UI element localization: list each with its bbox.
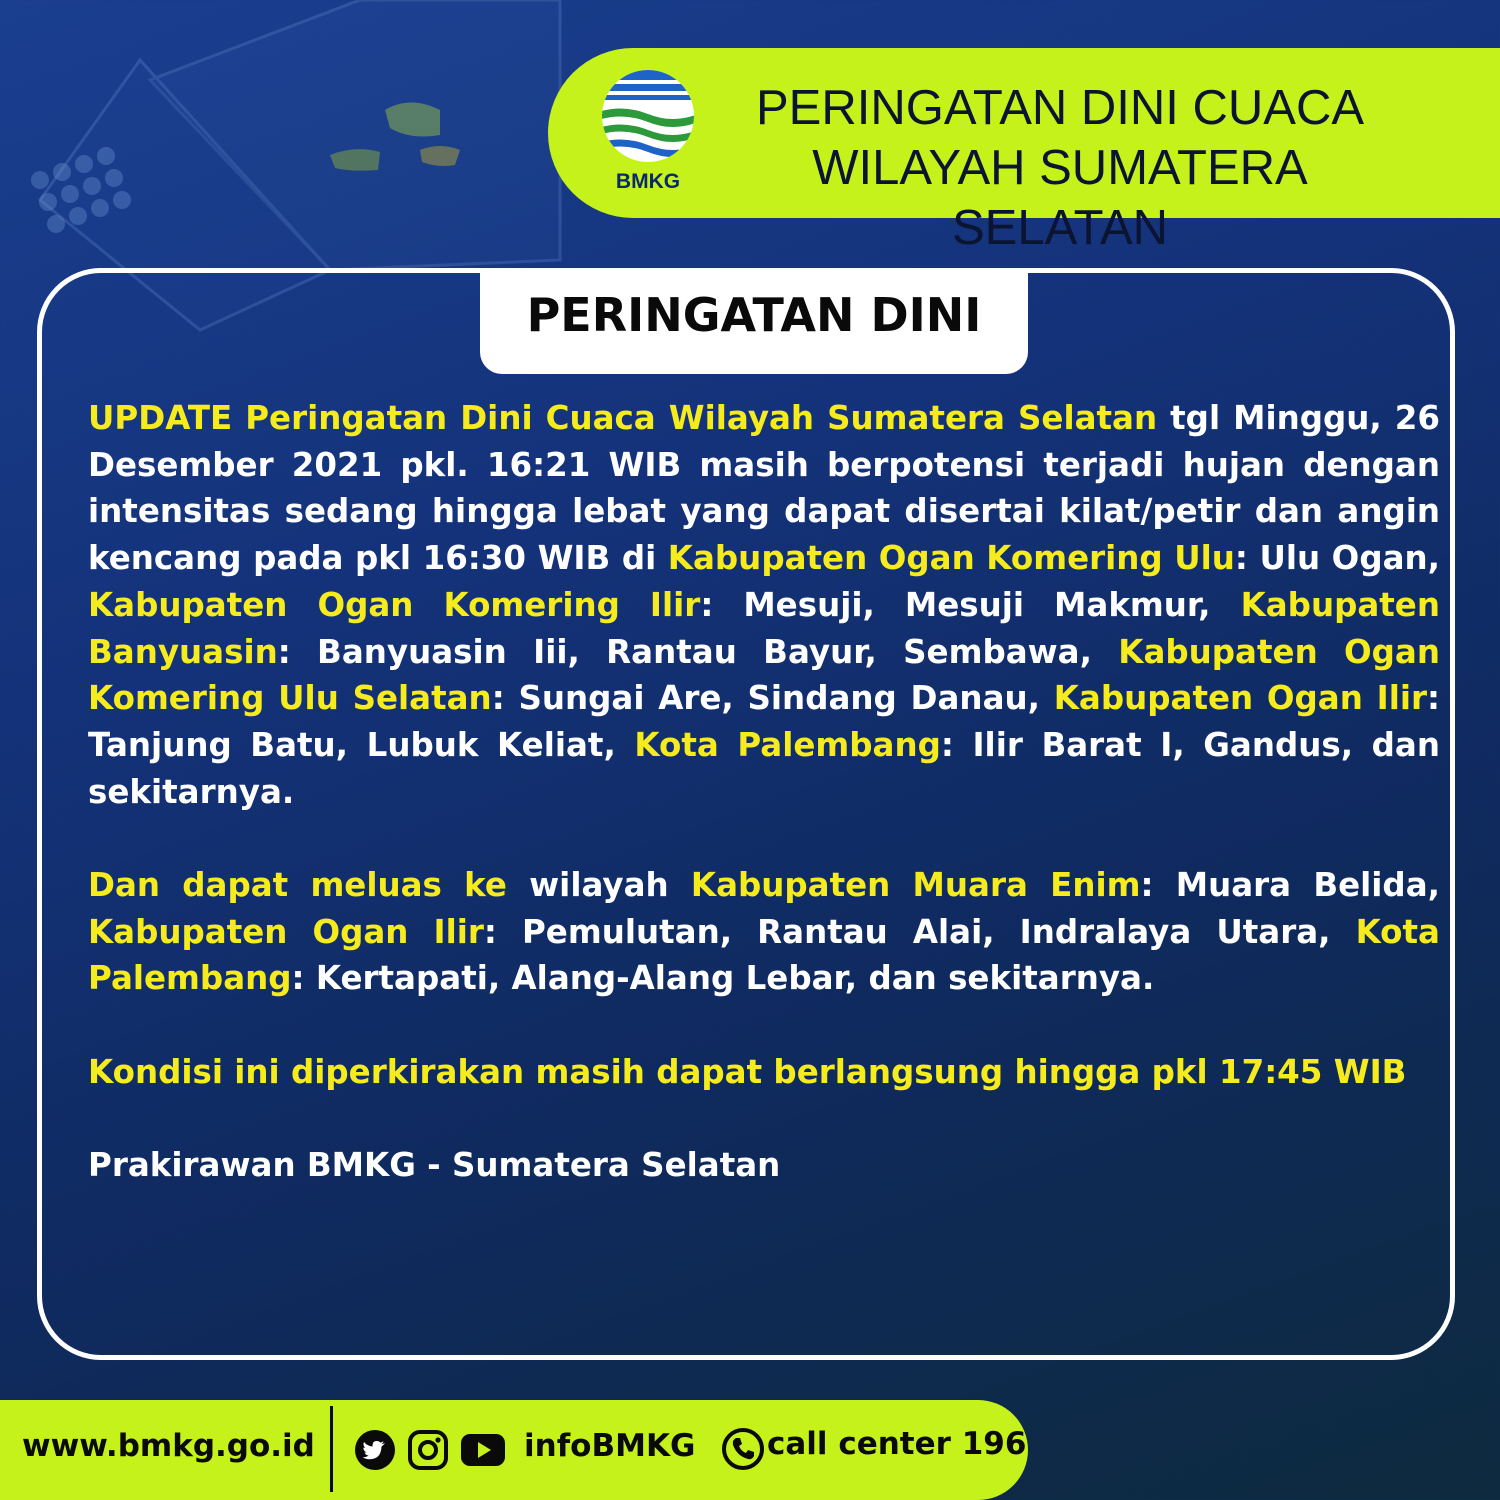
logo-text: BMKG bbox=[615, 170, 681, 193]
youtube-icon[interactable] bbox=[460, 1431, 506, 1469]
body-text: : Banyuasin Iii, Rantau Bayur, Sembawa, bbox=[277, 632, 1119, 671]
social-handle[interactable]: infoBMKG bbox=[524, 1428, 696, 1464]
highlight-text: Kabupaten Ogan Ilir bbox=[1053, 679, 1428, 718]
body-text: wilayah bbox=[506, 866, 691, 905]
highlight-text: Kabupaten Ogan Ilir bbox=[88, 912, 484, 951]
highlight-text: UPDATE Peringatan Dini Cuaca Wilayah Sumatera Selatan bbox=[88, 399, 1158, 437]
header-title bbox=[705, 78, 1415, 258]
highlight-text: Kota Palembang bbox=[88, 912, 1440, 998]
header-title-line2: WILAYAH SUMATERA SELATAN bbox=[812, 141, 1308, 255]
paragraph-signature bbox=[88, 1142, 1440, 1189]
body-text: : Mesuji, Mesuji Makmur, bbox=[700, 585, 1241, 624]
body-text: : Ulu Ogan, bbox=[1234, 539, 1440, 578]
highlight-text: Kabupaten Ogan Komering Ilir bbox=[88, 585, 701, 624]
body-text: : Pemulutan, Rantau Alai, Indralaya Utara, bbox=[483, 912, 1356, 951]
card-tab-title: PERINGATAN DINI bbox=[526, 288, 982, 342]
body-text: : Tanjung Batu, Lubuk Keliat, bbox=[88, 679, 1441, 764]
highlight-text: Kabupaten Ogan Komering Ulu Selatan bbox=[88, 632, 1441, 718]
highlight-text: Kabupaten Banyuasin bbox=[88, 585, 1440, 671]
body-text: Prakirawan BMKG - Sumatera Selatan bbox=[88, 1146, 781, 1185]
card-tab bbox=[480, 272, 1028, 374]
twitter-icon[interactable] bbox=[354, 1429, 396, 1471]
body-text: : Sungai Are, Sindang Danau, bbox=[491, 679, 1054, 718]
body-text: : Kertapati, Alang-Alang Lebar, dan sekitarnya. bbox=[291, 959, 1155, 998]
instagram-icon[interactable] bbox=[407, 1429, 449, 1471]
header-title-line1: PERINGATAN DINI CUACA bbox=[755, 81, 1365, 135]
highlight-text: Kota Palembang bbox=[634, 725, 941, 764]
highlight-text: Kabupaten Ogan Komering Ulu bbox=[667, 539, 1235, 578]
paragraph-spread bbox=[88, 862, 1440, 1002]
website-link[interactable]: www.bmkg.go.id bbox=[22, 1428, 315, 1464]
highlight-text: Kondisi ini diperkirakan masih dapat berlangsung hingga pkl 17:45 WIB bbox=[88, 1052, 1407, 1091]
bmkg-logo-icon bbox=[598, 68, 698, 168]
paragraph-duration bbox=[88, 1049, 1440, 1096]
call-center[interactable]: call center 196 bbox=[767, 1426, 1027, 1462]
body-text: tgl Minggu, 26 Desember 2021 pkl. 16:21 WIB masih berpotensi terjadi hujan dengan intensitas sedang hingga lebat yang dapat disertai kilat/petir dan angin kencang pada pkl 16:30 WIB di bbox=[88, 399, 1440, 578]
footer-divider bbox=[330, 1406, 333, 1492]
body-text: : Ilir Barat I, Gandus, dan sekitarnya. bbox=[88, 725, 1440, 811]
phone-icon bbox=[721, 1427, 765, 1471]
highlight-text: Kabupaten Muara Enim bbox=[690, 866, 1141, 905]
body-text: : Muara Belida, bbox=[1140, 866, 1440, 905]
highlight-text: Dan dapat meluas ke bbox=[88, 866, 507, 905]
bmkg-logo bbox=[598, 68, 698, 193]
warning-content bbox=[88, 395, 1440, 1189]
paragraph-update bbox=[88, 395, 1440, 815]
